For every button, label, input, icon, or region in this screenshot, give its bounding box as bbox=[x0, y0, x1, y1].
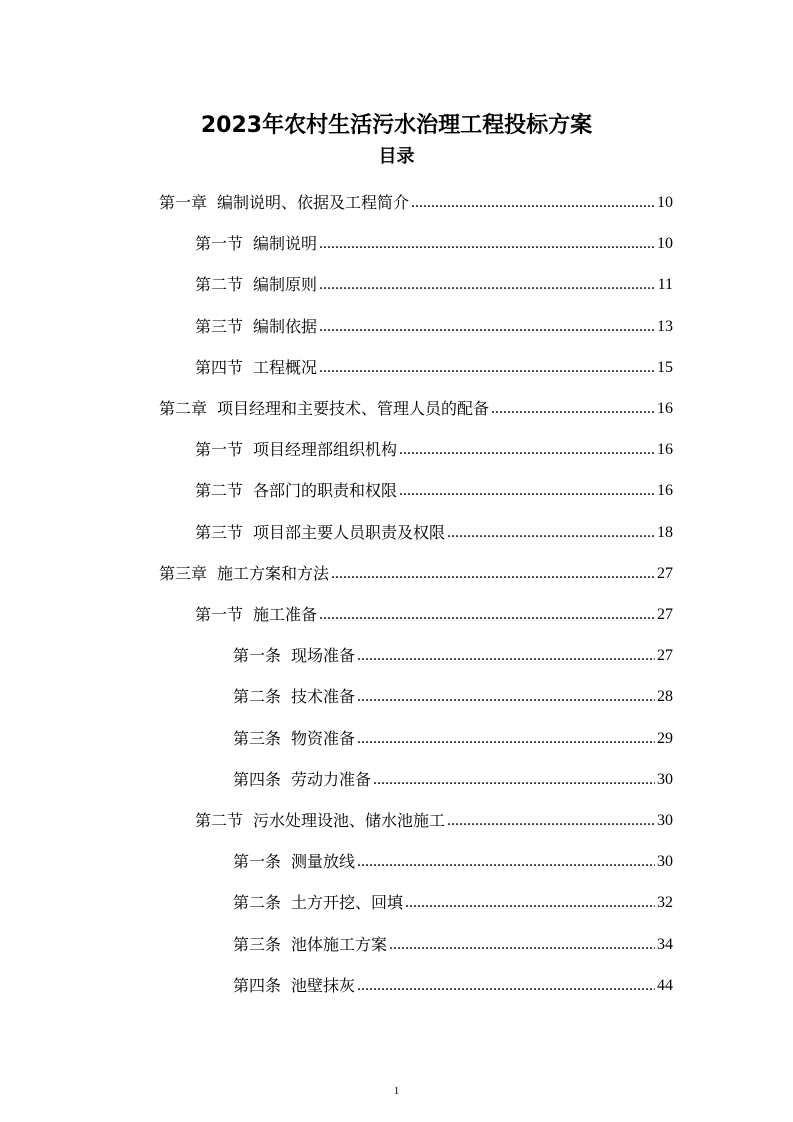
toc-entry-section-3-1[interactable] bbox=[195, 596, 673, 626]
toc-entry-title: 工程概况 bbox=[253, 358, 318, 377]
dot-leader bbox=[357, 645, 655, 667]
toc-entry-page: 16 bbox=[657, 482, 673, 499]
toc-entry-number: 第二条 bbox=[233, 893, 282, 912]
dot-leader bbox=[357, 686, 655, 708]
toc-entry-page: 16 bbox=[657, 441, 673, 458]
toc-entry-title: 池体施工方案 bbox=[291, 935, 388, 954]
dot-leader bbox=[373, 769, 655, 791]
toc-entry-article-3-1-1[interactable] bbox=[233, 637, 673, 667]
toc-entry-chapter-2[interactable] bbox=[159, 390, 673, 420]
toc-entry-chapter-1[interactable] bbox=[159, 184, 673, 214]
toc-entry-title: 劳动力准备 bbox=[291, 770, 372, 789]
toc-entry-number: 第一节 bbox=[195, 234, 244, 253]
toc-entry-title: 测量放线 bbox=[291, 852, 356, 871]
toc-entry-page: 10 bbox=[657, 235, 673, 252]
dot-leader bbox=[399, 439, 655, 461]
toc-entry-section-1-1[interactable] bbox=[195, 225, 673, 255]
toc-entry-number: 第二节 bbox=[195, 811, 244, 830]
dot-leader bbox=[331, 563, 655, 585]
dot-leader bbox=[447, 522, 655, 544]
toc-entry-title: 项目经理和主要技术、管理人员的配备 bbox=[217, 399, 490, 418]
toc-entry-section-2-1[interactable] bbox=[195, 431, 673, 461]
toc-entry-page: 30 bbox=[657, 853, 673, 870]
dot-leader bbox=[357, 728, 655, 750]
toc-entry-title: 池壁抹灰 bbox=[291, 976, 356, 995]
toc-entry-article-3-1-3[interactable] bbox=[233, 720, 673, 750]
toc-entry-page: 11 bbox=[657, 276, 673, 293]
dot-leader bbox=[491, 398, 655, 420]
toc-entry-title: 现场准备 bbox=[291, 646, 356, 665]
toc-entry-page: 27 bbox=[657, 606, 673, 623]
toc-entry-number: 第一条 bbox=[233, 852, 282, 871]
toc-entry-title: 项目部主要人员职责及权限 bbox=[253, 523, 446, 542]
toc-entry-section-1-3[interactable] bbox=[195, 308, 673, 338]
toc-entry-page: 10 bbox=[657, 194, 673, 211]
toc-entry-title: 技术准备 bbox=[291, 687, 356, 706]
dot-leader bbox=[399, 480, 655, 502]
toc-entry-page: 27 bbox=[657, 565, 673, 582]
toc-entry-chapter-3[interactable] bbox=[159, 555, 673, 585]
toc-entry-number: 第三节 bbox=[195, 523, 244, 542]
toc-entry-number: 第二节 bbox=[195, 275, 244, 294]
toc-entry-title: 施工方案和方法 bbox=[217, 564, 330, 583]
toc-entry-number: 第三章 bbox=[159, 564, 208, 583]
toc-entry-page: 44 bbox=[657, 977, 673, 994]
toc-entry-article-3-2-3[interactable] bbox=[233, 926, 673, 956]
toc-entry-number: 第一章 bbox=[159, 193, 208, 212]
toc-entry-number: 第一节 bbox=[195, 605, 244, 624]
page-number: 1 bbox=[393, 1085, 400, 1097]
toc-entry-page: 28 bbox=[657, 688, 673, 705]
toc-entry-title: 施工准备 bbox=[253, 605, 318, 624]
toc-entry-page: 13 bbox=[657, 318, 673, 335]
dot-leader bbox=[319, 233, 655, 255]
dot-leader bbox=[357, 975, 655, 997]
toc-entry-number: 第三节 bbox=[195, 317, 244, 336]
toc-entry-page: 15 bbox=[657, 359, 673, 376]
toc-entry-page: 30 bbox=[657, 771, 673, 788]
toc-entry-page: 29 bbox=[657, 730, 673, 747]
toc-entry-section-2-3[interactable] bbox=[195, 514, 673, 544]
toc-entry-page: 34 bbox=[657, 936, 673, 953]
toc-entry-number: 第二节 bbox=[195, 481, 244, 500]
dot-leader bbox=[319, 316, 655, 338]
toc-entry-page: 18 bbox=[657, 524, 673, 541]
document-title: 2023年农村生活污水治理工程投标方案 bbox=[200, 112, 593, 138]
toc-entry-title: 土方开挖、回填 bbox=[291, 893, 404, 912]
toc-entry-title: 编制依据 bbox=[253, 317, 318, 336]
toc-entry-article-3-2-1[interactable] bbox=[233, 843, 673, 873]
toc-entry-number: 第三条 bbox=[233, 935, 282, 954]
toc-entry-number: 第四节 bbox=[195, 358, 244, 377]
toc-entry-section-1-4[interactable] bbox=[195, 349, 673, 379]
toc-entry-page: 30 bbox=[657, 812, 673, 829]
toc-heading: 目录 bbox=[378, 146, 415, 167]
toc-entry-article-3-1-2[interactable] bbox=[233, 678, 673, 708]
dot-leader bbox=[389, 934, 655, 956]
toc-entry-number: 第二章 bbox=[159, 399, 208, 418]
toc-entry-title: 污水处理设池、储水池施工 bbox=[253, 811, 446, 830]
toc-entry-title: 物资准备 bbox=[291, 729, 356, 748]
dot-leader bbox=[319, 604, 655, 626]
toc-entry-article-3-2-2[interactable] bbox=[233, 884, 673, 914]
toc-entry-number: 第四条 bbox=[233, 770, 282, 789]
dot-leader bbox=[411, 192, 655, 214]
toc-entry-section-1-2[interactable] bbox=[195, 266, 673, 296]
toc-entry-page: 32 bbox=[657, 894, 673, 911]
dot-leader bbox=[447, 810, 655, 832]
dot-leader bbox=[357, 851, 655, 873]
toc-entry-section-2-2[interactable] bbox=[195, 472, 673, 502]
toc-entry-article-3-2-4[interactable] bbox=[233, 967, 673, 997]
dot-leader bbox=[319, 357, 655, 379]
toc-entry-number: 第一节 bbox=[195, 440, 244, 459]
toc-entry-title: 项目经理部组织机构 bbox=[253, 440, 398, 459]
toc-entry-page: 16 bbox=[657, 400, 673, 417]
toc-entry-page: 27 bbox=[657, 647, 673, 664]
toc-entry-section-3-2[interactable] bbox=[195, 802, 673, 832]
toc-entry-title: 编制原则 bbox=[253, 275, 318, 294]
toc-entry-article-3-1-4[interactable] bbox=[233, 761, 673, 791]
dot-leader bbox=[405, 892, 655, 914]
toc-entry-title: 各部门的职责和权限 bbox=[253, 481, 398, 500]
toc-entry-title: 编制说明、依据及工程简介 bbox=[217, 193, 410, 212]
dot-leader bbox=[319, 274, 656, 296]
toc-entry-number: 第二条 bbox=[233, 687, 282, 706]
toc-entry-number: 第四条 bbox=[233, 976, 282, 995]
toc-entry-number: 第一条 bbox=[233, 646, 282, 665]
toc-entry-title: 编制说明 bbox=[253, 234, 318, 253]
toc-entry-number: 第三条 bbox=[233, 729, 282, 748]
